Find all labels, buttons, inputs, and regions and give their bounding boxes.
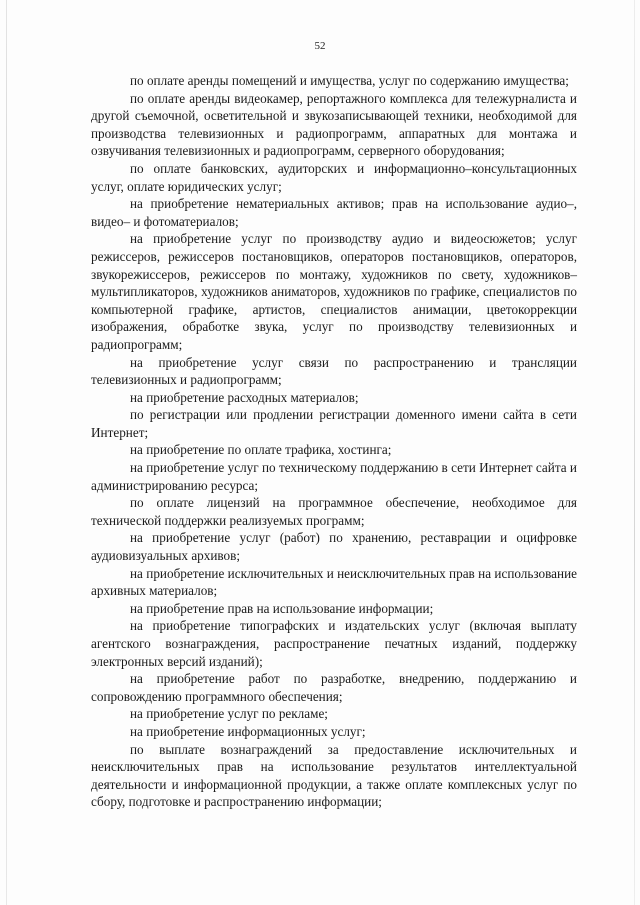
paragraph: на приобретение по оплате трафика, хостинга; bbox=[130, 442, 392, 458]
paragraph: на приобретение нематериальных активов; прав на использование аудио–, видео– и фотоматериалов; bbox=[91, 196, 577, 229]
page-number: 52 bbox=[314, 40, 326, 52]
paragraph: на приобретение типографских и издательских услуг (включая выплату агентского вознаграждения, распространение печатных изданий, поддержку электронных версий изданий); bbox=[91, 618, 577, 669]
paragraph: по оплате банковских, аудиторских и информационно–консультационных услуг, оплате юридических услуг; bbox=[91, 160, 577, 194]
paragraph: на приобретение расходных материалов; bbox=[130, 389, 359, 405]
paragraph: на приобретение услуг по рекламе; bbox=[130, 706, 328, 722]
paragraph: на приобретение информационных услуг; bbox=[130, 723, 366, 739]
scan-edge-left bbox=[6, 0, 7, 905]
paragraph: по оплате аренды помещений и имущества, услуг по содержанию имущества; bbox=[130, 73, 569, 88]
paragraph: на приобретение работ по разработке, внедрению, поддержанию и сопровождению программного обеспечения; bbox=[91, 671, 577, 704]
paragraph: на приобретение услуг по производству аудио и видеосюжетов; услуг режиссеров, режиссеров постановщиков, операторов постановщиков, операторов, звукорежиссеров, режиссеров по монтажу, художников по свету, художников–мультипликаторов, художников аниматоров, художников по графике, специалистов по компьютерной графике, артистов, специалистов анимации, цветокоррекции изображения, обработке звука, услуг по производству телевизионных и радиопрограмм; bbox=[91, 231, 577, 352]
paragraph: на приобретение прав на использование информации; bbox=[130, 600, 434, 616]
scan-edge-right bbox=[634, 0, 635, 905]
paragraph: на приобретение услуг связи по распространению и трансляции телевизионных и радиопрограмм; bbox=[91, 354, 577, 388]
paragraph: на приобретение услуг (работ) по хранению, реставрации и оцифровке аудиовизуальных архивов; bbox=[91, 530, 577, 564]
paragraph: по регистрации или продлении регистрации доменного имени сайта в сети Интернет; bbox=[91, 407, 577, 440]
paragraph: по выплате вознаграждений за предоставление исключительных и неисключительных прав на использование результатов интеллектуальной деятельности и информационной продукции, а также оплате комплексных услуг по сбору, подготовке и распространению информации; bbox=[91, 741, 577, 810]
paragraph: на приобретение услуг по техническому поддержанию в сети Интернет сайта и администрированию ресурса; bbox=[91, 460, 577, 493]
paragraph: по оплате аренды видеокамер, репортажного комплекса для тележурналиста и другой съемочной, осветительной и звукозаписывающей техники, необходимой для производства телевизионных и радиопрограмм, аппаратных для монтажа и озвучивания телевизионных и радиопрограмм, серверного оборудования; bbox=[91, 90, 577, 159]
paragraph: на приобретение исключительных и неисключительных прав на использование архивных материалов; bbox=[91, 565, 577, 599]
paragraph: по оплате лицензий на программное обеспечение, необходимое для технической поддержки реализуемых программ; bbox=[91, 495, 577, 528]
document-body bbox=[91, 72, 577, 811]
